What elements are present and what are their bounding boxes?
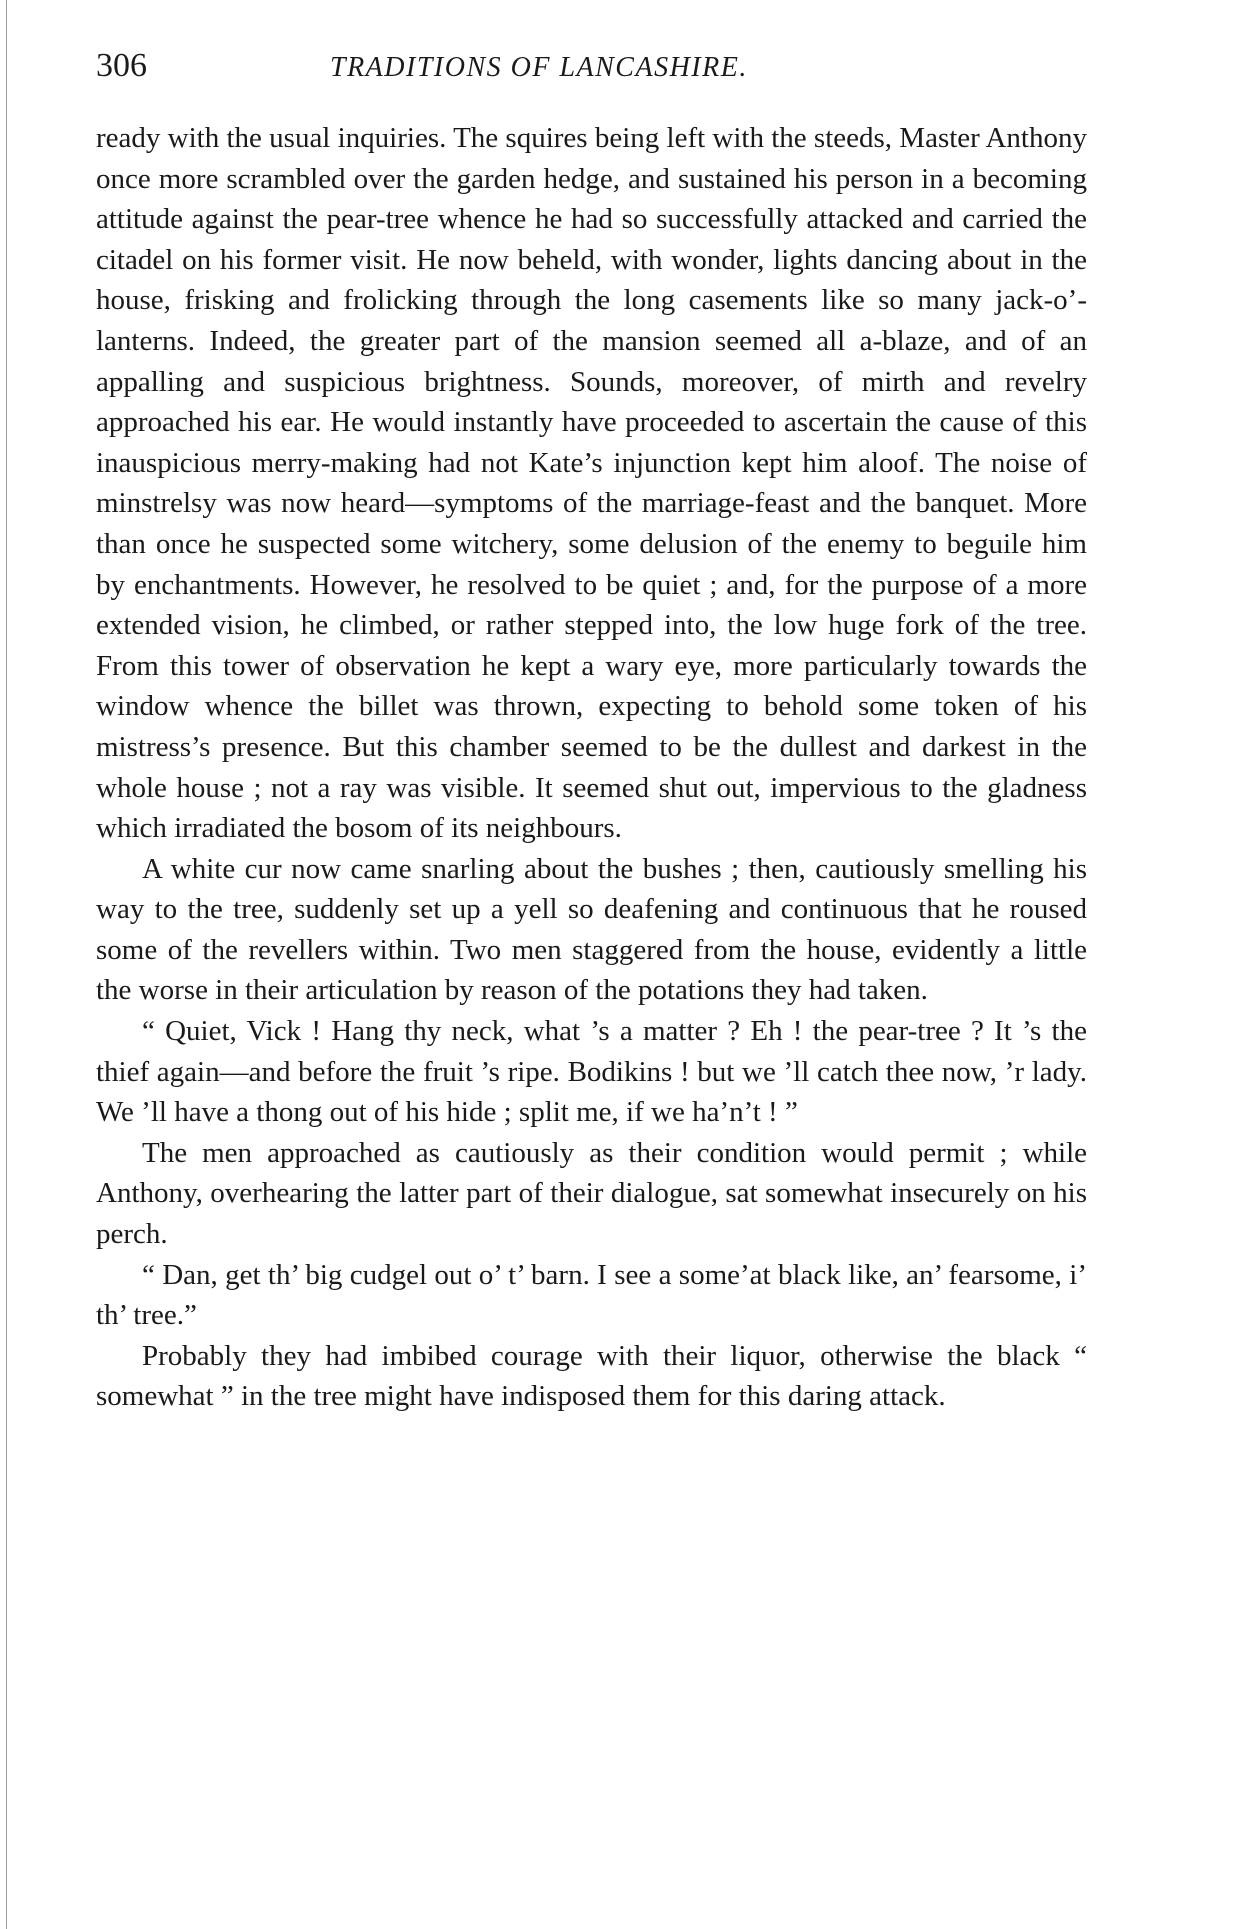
running-title: TRADITIONS OF LANCASHIRE. [330, 52, 748, 83]
paragraph-4: The men approached as cautiously as their condition would permit ; while Anthony, overhearing the latter part of their dialogue, sat somewhat insecurely on his perch. [96, 1136, 1087, 1251]
paragraph-3: “ Quiet, Vick ! Hang thy neck, what ’s a matter ? Eh ! the pear-tree ? It ’s the thief again—and before the fruit ’s ripe. Bodikins ! but we ’ll catch thee now, ’r lady. We ’ll have a thong out of his hide ; split me, if we ha’n’t ! ” [96, 1015, 1087, 1129]
paragraph-6: Probably they had imbibed courage with their liquor, otherwise the black “ somewhat ” in the tree might have indisposed them for this daring attack. [96, 1339, 1087, 1413]
page-number: 306 [96, 47, 147, 84]
paragraph-5: “ Dan, get th’ big cudgel out o’ t’ barn. I see a some’at black like, an’ fearsome, i’ th’ tree.” [96, 1258, 1087, 1332]
paragraph-2: A white cur now came snarling about the bushes ; then, cautiously smelling his way to the tree, suddenly set up a yell so deafening and continuous that he roused some of the revellers within. Two men staggered from the house, evidently a little the worse in their articulation by reason of the potations they had taken. [96, 852, 1087, 1007]
paragraph-1: ready with the usual inquiries. The squires being left with the steeds, Master Anthony once more scrambled over the garden hedge, and sustained his person in a becoming attitude against the pear-tree whence he had so successfully attacked and carried the citadel on his former visit. He now beheld, with wonder, lights dancing about in the house, frisking and frolicking through the long casements like so many jack-o’-lanterns. Indeed, the greater part of the mansion seemed all a-blaze, and of an appalling and suspicious brightness. Sounds, moreover, of mirth and revelry approached his ear. He would instantly have proceeded to ascertain the cause of this inauspicious merry-making had not Kate’s injunction kept him aloof. The noise of minstrelsy was now heard—symptoms of the marriage-feast and the banquet. More than once he suspected some witchery, some delusion of the enemy to beguile him by enchantments. However, he resolved to be quiet ; and, for the purpose of a more extended vision, he climbed, or rather stepped into, the low huge fork of the tree. From this tower of observation he kept a wary eye, more particularly towards the window whence the billet was thrown, expecting to behold some token of his mistress’s presence. But this chamber seemed to be the dullest and darkest in the whole house ; not a ray was visible. It seemed shut out, impervious to the gladness which irradiated the bosom of its neighbours. [96, 122, 1087, 845]
page-edge [6, 0, 7, 1929]
page-header [96, 44, 1096, 88]
body-text [96, 118, 1087, 1417]
